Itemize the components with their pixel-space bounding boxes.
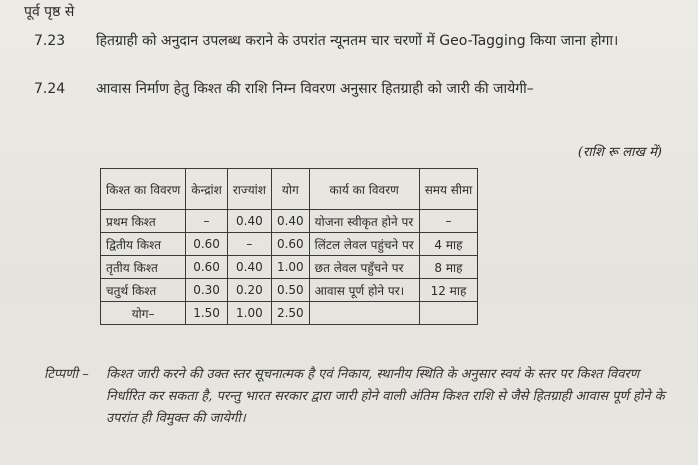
- table-cell: 0.20: [227, 279, 271, 302]
- footnote-label: टिप्पणी –: [44, 367, 89, 382]
- table-cell: लिंटल लेवल पहुंचने पर: [309, 233, 419, 256]
- clause-number: 7.23: [34, 33, 66, 49]
- table-cell: 2.50: [271, 302, 309, 325]
- table-cell: 0.60: [271, 233, 309, 256]
- clause-number: 7.24: [34, 81, 66, 97]
- table-row: [101, 256, 478, 279]
- col-header: समय सीमा: [419, 169, 478, 210]
- table-cell: प्रथम किश्त: [101, 210, 186, 233]
- table-total-row: [101, 302, 478, 325]
- table-cell: 0.40: [227, 210, 271, 233]
- table-cell: 4 माह: [419, 233, 478, 256]
- unit-note: (राशि रू लाख में): [577, 145, 662, 160]
- table-cell: चतुर्थ किश्त: [101, 279, 186, 302]
- col-header: किश्त का विवरण: [101, 169, 186, 210]
- table-cell: 0.50: [271, 279, 309, 302]
- table-cell: 1.00: [227, 302, 271, 325]
- col-header: राज्यांश: [227, 169, 271, 210]
- table-cell: [419, 302, 478, 325]
- table-cell: 1.50: [186, 302, 228, 325]
- continued-from-previous: पूर्व पृष्ठ से: [24, 4, 75, 20]
- table-cell: द्वितीय किश्त: [101, 233, 186, 256]
- table-row: [101, 279, 478, 302]
- table-cell: 1.00: [271, 256, 309, 279]
- table-row: [101, 233, 478, 256]
- clause-text: हितग्राही को अनुदान उपलब्ध कराने के उपरांत न्यूनतम चार चरणों में Geo-Tagging किया जाना होगा।: [96, 33, 619, 49]
- col-header: केन्द्रांश: [186, 169, 228, 210]
- table-cell: तृतीय किश्त: [101, 256, 186, 279]
- col-header: कार्य का विवरण: [309, 169, 419, 210]
- table-cell: आवास पूर्ण होने पर।: [309, 279, 419, 302]
- table-cell: –: [419, 210, 478, 233]
- table-row: [101, 210, 478, 233]
- table-cell: 8 माह: [419, 256, 478, 279]
- table-cell: 0.40: [227, 256, 271, 279]
- table-cell: 0.60: [186, 233, 228, 256]
- table-cell: छत लेवल पहुँचने पर: [309, 256, 419, 279]
- table-header-row: [101, 169, 478, 210]
- table-cell: [309, 302, 419, 325]
- table-cell: 0.60: [186, 256, 228, 279]
- installment-table: [100, 168, 478, 325]
- table-cell: 12 माह: [419, 279, 478, 302]
- table-cell: –: [227, 233, 271, 256]
- table-cell: योग–: [101, 302, 186, 325]
- footnote-text: किश्त जारी करने की उक्त स्तर सूचनात्मक है एवं निकाय, स्थानीय स्थिति के अनुसार स्वयं के स्तर पर किश्त विवरण निर्धारित कर सकता है, परन्तु भारत सरकार द्वारा जारी होने वाली अंतिम किश्त राशि से जैसे हितग्राही आवास पूर्ण होने के उपरांत ही विमुक्त की जायेगी।: [106, 367, 665, 426]
- table-cell: –: [186, 210, 228, 233]
- table-cell: योजना स्वीकृत होने पर: [309, 210, 419, 233]
- table-cell: 0.40: [271, 210, 309, 233]
- clause-text: आवास निर्माण हेतु किश्त की राशि निम्न विवरण अनुसार हितग्राही को जारी की जायेगी–: [96, 81, 534, 97]
- table-cell: 0.30: [186, 279, 228, 302]
- col-header: योग: [271, 169, 309, 210]
